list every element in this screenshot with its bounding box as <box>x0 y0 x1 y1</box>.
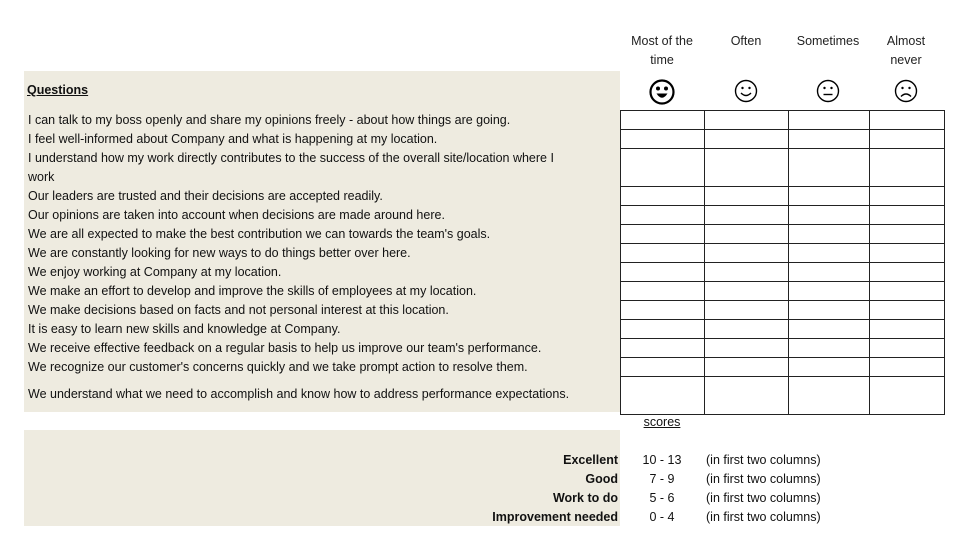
answer-cell[interactable] <box>789 282 870 301</box>
score-note: (in first two columns) <box>706 491 821 505</box>
question-text: We make an effort to develop and improve the skills of employees at my location. <box>28 284 477 298</box>
answer-cell[interactable] <box>789 244 870 263</box>
answer-row <box>621 244 945 263</box>
answer-cell[interactable] <box>789 358 870 377</box>
score-range: 5 - 6 <box>649 491 675 505</box>
answer-cell[interactable] <box>705 149 789 187</box>
scores-label: scores <box>643 415 681 429</box>
answer-cell[interactable] <box>705 111 789 130</box>
answer-cell[interactable] <box>621 206 705 225</box>
score-label-excellent: Excellent <box>563 453 618 467</box>
question-text: I understand how my work directly contributes to the success of the overall site/location where I work <box>28 151 554 184</box>
answer-cell[interactable] <box>621 263 705 282</box>
answer-cell[interactable] <box>705 377 789 415</box>
answer-cell[interactable] <box>705 263 789 282</box>
answer-cell[interactable] <box>789 206 870 225</box>
answer-cell[interactable] <box>705 339 789 358</box>
score-note: (in first two columns) <box>706 510 821 524</box>
question-text: We make decisions based on facts and not personal interest at this location. <box>28 303 449 317</box>
answer-cell[interactable] <box>870 187 945 206</box>
answer-cell[interactable] <box>705 358 789 377</box>
answer-cell[interactable] <box>870 130 945 149</box>
answer-cell[interactable] <box>621 377 705 415</box>
answer-row <box>621 225 945 244</box>
answer-cell[interactable] <box>789 111 870 130</box>
answer-cell[interactable] <box>705 282 789 301</box>
answer-grid <box>620 110 945 415</box>
answer-row <box>621 187 945 206</box>
answer-row <box>621 282 945 301</box>
answer-cell[interactable] <box>789 339 870 358</box>
question-text: I can talk to my boss openly and share my opinions freely - about how things are going. <box>28 113 511 127</box>
answer-cell[interactable] <box>870 111 945 130</box>
very-happy-face-icon <box>620 78 704 106</box>
score-label-improvement-needed: Improvement needed <box>492 510 618 524</box>
answer-cell[interactable] <box>705 301 789 320</box>
column-header-often: Often <box>730 34 762 48</box>
answer-row <box>621 358 945 377</box>
answer-cell[interactable] <box>621 187 705 206</box>
column-header-almost-never: Almost never <box>886 34 926 67</box>
question-text: We understand what we need to accomplish and know how to address performance expectations. <box>28 387 570 401</box>
answer-cell[interactable] <box>621 149 705 187</box>
answer-cell[interactable] <box>621 244 705 263</box>
question-text: We are constantly looking for new ways to do things better over here. <box>28 246 411 260</box>
answer-cell[interactable] <box>870 206 945 225</box>
answer-cell[interactable] <box>870 320 945 339</box>
answer-cell[interactable] <box>870 244 945 263</box>
answer-cell[interactable] <box>870 358 945 377</box>
answer-cell[interactable] <box>705 187 789 206</box>
answer-cell[interactable] <box>621 301 705 320</box>
score-range: 0 - 4 <box>649 510 675 524</box>
answer-cell[interactable] <box>705 130 789 149</box>
answer-cell[interactable] <box>870 149 945 187</box>
answer-row <box>621 339 945 358</box>
questions-heading: Questions <box>27 83 89 97</box>
answer-row <box>621 263 945 282</box>
answer-cell[interactable] <box>789 301 870 320</box>
question-text: It is easy to learn new skills and knowledge at Company. <box>28 322 341 336</box>
answer-cell[interactable] <box>621 339 705 358</box>
answer-cell[interactable] <box>789 187 870 206</box>
answer-cell[interactable] <box>621 320 705 339</box>
answer-row <box>621 149 945 187</box>
answer-row <box>621 301 945 320</box>
answer-cell[interactable] <box>870 377 945 415</box>
answer-row <box>621 377 945 415</box>
answer-cell[interactable] <box>621 130 705 149</box>
neutral-face-icon <box>788 78 868 106</box>
smiling-face-icon <box>704 78 788 106</box>
answer-row <box>621 111 945 130</box>
answer-cell[interactable] <box>789 320 870 339</box>
answer-cell[interactable] <box>870 225 945 244</box>
score-range: 7 - 9 <box>649 472 675 486</box>
score-note: (in first two columns) <box>706 453 821 467</box>
answer-cell[interactable] <box>705 320 789 339</box>
answer-cell[interactable] <box>789 149 870 187</box>
answer-cell[interactable] <box>621 225 705 244</box>
question-text: I feel well-informed about Company and what is happening at my location. <box>28 132 438 146</box>
answer-cell[interactable] <box>621 111 705 130</box>
answer-cell[interactable] <box>870 263 945 282</box>
answer-cell[interactable] <box>621 282 705 301</box>
answer-row <box>621 320 945 339</box>
answer-row <box>621 130 945 149</box>
answer-cell[interactable] <box>705 244 789 263</box>
answer-cell[interactable] <box>789 225 870 244</box>
question-text: Our leaders are trusted and their decisions are accepted readily. <box>28 189 383 203</box>
frowning-face-icon <box>868 78 944 106</box>
question-text: Our opinions are taken into account when decisions are made around here. <box>28 208 445 222</box>
answer-cell[interactable] <box>705 225 789 244</box>
answer-cell[interactable] <box>870 301 945 320</box>
question-text: We enjoy working at Company at my location. <box>28 265 282 279</box>
question-text: We are all expected to make the best contribution we can towards the team's goals. <box>28 227 491 241</box>
answer-cell[interactable] <box>870 339 945 358</box>
answer-cell[interactable] <box>789 263 870 282</box>
answer-row <box>621 206 945 225</box>
score-note: (in first two columns) <box>706 472 821 486</box>
score-label-work-to-do: Work to do <box>552 491 618 505</box>
answer-cell[interactable] <box>789 130 870 149</box>
column-header-most-of-the-time: Most of the time <box>631 34 693 67</box>
score-label-good: Good <box>585 472 618 486</box>
answer-cell[interactable] <box>705 206 789 225</box>
answer-cell[interactable] <box>621 358 705 377</box>
score-range: 10 - 13 <box>642 453 682 467</box>
column-header-sometimes: Sometimes <box>796 34 860 48</box>
question-text: We recognize our customer's concerns quickly and we take prompt action to resolve them. <box>28 360 528 374</box>
question-text: We receive effective feedback on a regular basis to help us improve our team's performance. <box>28 341 542 355</box>
answer-cell[interactable] <box>870 282 945 301</box>
answer-cell[interactable] <box>789 377 870 415</box>
